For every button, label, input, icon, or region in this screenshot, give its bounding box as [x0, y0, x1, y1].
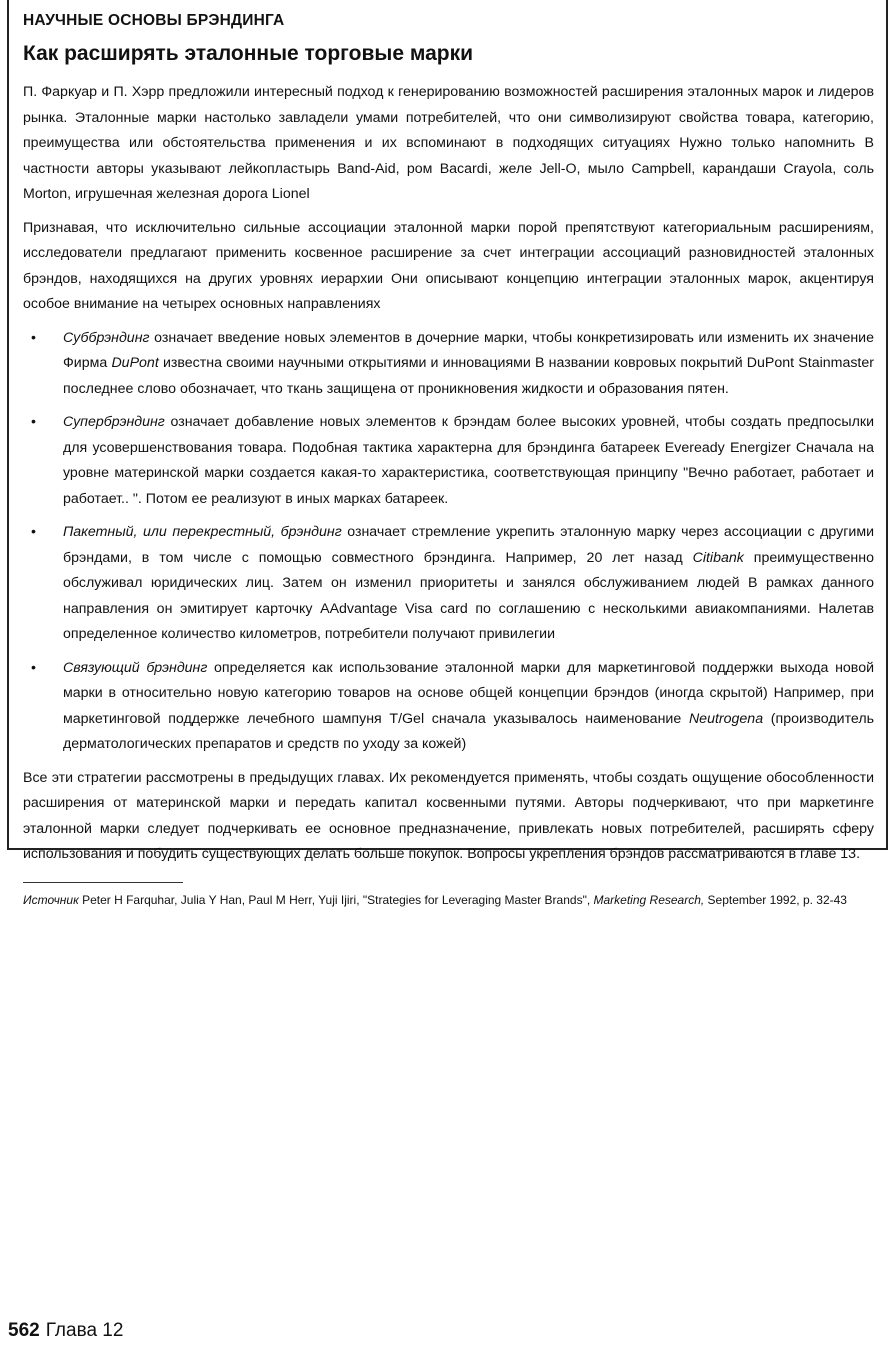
chapter-label: Глава 12	[45, 1320, 124, 1341]
bullet-icon: •	[31, 414, 36, 430]
box-title: Как расширять эталонные торговые марки	[23, 42, 474, 65]
term: Суббрэндинг	[63, 329, 150, 346]
page-number: 562	[8, 1320, 40, 1341]
sidebar-box	[7, 0, 888, 907]
term: Пакетный, или перекрестный, брэндинг	[63, 524, 342, 540]
box-rubric: НАУЧНЫЕ ОСНОВЫ БРЭНДИНГА	[23, 12, 285, 29]
term: Супербрэндинг	[63, 414, 165, 430]
footnote-divider	[23, 882, 183, 883]
bullet-icon: •	[31, 329, 36, 346]
page-footer	[8, 1318, 123, 1344]
list-item-bridge-branding: • Связующий брэндинг определяется как использование эталонной марки для маркетинговой поддержки выхода новой марки в относительно новую категорию товаров на основе общей концепции брэндов (иногда скрытой) Например, при маркетинговой поддержке лечебного шампуня T/Gel сначала указывалось наименование Neutrogena (производитель дерматологических препаратов и средств по уходу за кожей)	[23, 656, 874, 758]
list-item-cross-branding: • Пакетный, или перекрестный, брэндинг означает стремление укрепить эталонную марку через ассоциации с другими брэндами, в том числе с помощью совместного брэндинга. Например, 20 лет назад Citibank преимущественно обслуживал юридических лиц. Затем он изменил приоритеты и занялся обслуживанием людей В рамках данного направления он эмитирует карточку AAdvantage Visa card по соглашению с несколькими авиакомпаниями. Налетав определенное количество километров, потребители получают привилегии	[23, 520, 874, 648]
strategy-list	[23, 326, 874, 758]
bullet-icon: •	[31, 524, 36, 540]
paragraph-3: Все эти стратегии рассмотрены в предыдущих главах. Их рекомендуется применять, чтобы создать ощущение обособленности расширения от материнской марки и передать капитал косвенными путями. Авторы подчеркивают, что при маркетинге эталонной марки следует подчеркивать ее основное предназначение, привлекать новых потребителей, расширять сферу использования и побудить существующих делать больше покупок. Вопросы укрепления брэндов рассматриваются в главе 13.	[23, 769, 874, 862]
paragraph-2: Признавая, что исключительно сильные ассоциации эталонной марки порой препятствуют категориальным расширениям, исследователи предлагают применить косвенное расширение за счет интеграции ассоциаций разновидностей эталонных брэндов, находящихся на других уровнях иерархии Они описывают концепцию интеграции эталонных марок, акцентируя особое внимание на четырех основных направлениях	[23, 219, 874, 312]
term: Связующий брэндинг	[63, 659, 208, 676]
paragraph-1: П. Фаркуар и П. Хэрр предложили интересный подход к генерированию возможностей расширения эталонных марок и лидеров рынка. Эталонные марки настолько завладели умами потребителей, что они символизируют свойства товара, категорию, преимущества или обстоятельства применения и их вспоминают в подходящих ситуациях Нужно только напомнить В частности авторы указывают лейкопластырь Band-Aid, ром Bacardi, желе Jell-O, мыло Campbell, карандаши Crayola, соль Morton, игрушечная железная дорога Lionel	[23, 84, 874, 202]
list-item-superbranding: • Супербрэндинг означает добавление новых элементов к брэндам более высоких уровней, чтобы создать предпосылки для усовершенствования товара. Подобная тактика характерна для брэндинга батареек Eveready Energizer Сначала на уровне материнской марки создается какая-то характеристика, соответствующая принципу "Вечно работает, работает и работает.. ". Потом ее реализуют в иных марках батареек.	[23, 410, 874, 512]
source-note: Источник Peter H Farquhar, Julia Y Han, Paul M Herr, Yuji Ijiri, "Strategies for Leveraging Master Brands", Marketing Research, September 1992, p. 32-43	[23, 892, 847, 907]
list-item-subbranding: • Суббрэндинг означает введение новых элементов в дочерние марки, чтобы конкретизировать или изменить их значение Фирма DuPont известна своими научными открытиями и инновациями В названии ковровых покрытий DuPont Stainmaster последнее слово обозначает, что ткань защищена от проникновения жидкости и образования пятен.	[23, 326, 874, 403]
bullet-icon: •	[31, 659, 36, 676]
